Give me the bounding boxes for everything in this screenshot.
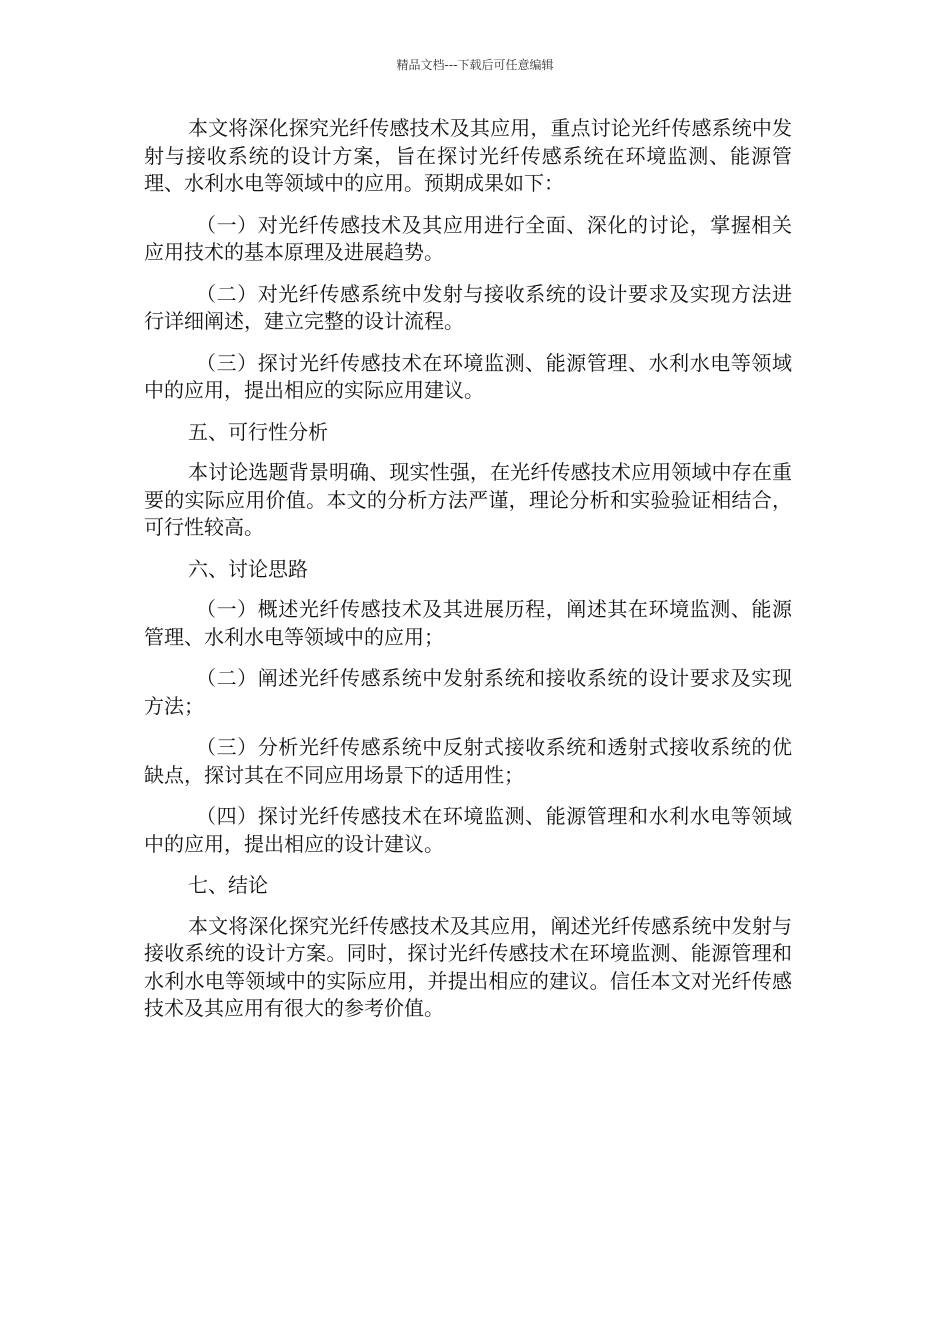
list-item: （二）对光纤传感系统中发射与接收系统的设计要求及实现方法进行详细阐述，建立完整的设计流程。 (144, 281, 792, 333)
list-item: （一）对光纤传感技术及其应用进行全面、深化的讨论，掌握相关应用技术的基本原理及进展趋势。 (144, 212, 792, 264)
section-heading-feasibility: 五、可行性分析 (188, 419, 328, 444)
paragraph-feasibility: 本讨论选题背景明确、现实性强，在光纤传感技术应用领域中存在重要的实际应用价值。本文的分析方法严谨，理论分析和实验验证相结合，可行性较高。 (144, 460, 792, 539)
paragraph-conclusion: 本文将深化探究光纤传感技术及其应用，阐述光纤传感系统中发射与接收系统的设计方案。同时，探讨光纤传感技术在环境监测、能源管理和水利水电等领域中的实际应用，并提出相应的建议。信任本文对光纤传感技术及其应用有很大的参考价值。 (144, 913, 792, 1020)
list-item: （三）探讨光纤传感技术在环境监测、能源管理、水利水电等领域中的应用，提出相应的实际应用建议。 (144, 350, 792, 402)
paragraph-expected-results: 本文将深化探究光纤传感技术及其应用，重点讨论光纤传感系统中发射与接收系统的设计方案，旨在探讨光纤传感系统在环境监测、能源管理、水利水电等领域中的应用。预期成果如下： (144, 116, 792, 195)
list-item: （一）概述光纤传感技术及其进展历程，阐述其在环境监测、能源管理、水利水电等领域中的应用； (144, 597, 792, 649)
section-heading-conclusion: 七、结论 (188, 873, 268, 897)
list-item: （三）分析光纤传感系统中反射式接收系统和透射式接收系统的优缺点，探讨其在不同应用场景下的适用性； (144, 735, 792, 787)
document-body (144, 115, 792, 1037)
page-header: 精品文档---下载后可任意编辑 (396, 58, 554, 72)
section-heading-approach: 六、讨论思路 (188, 556, 308, 581)
list-item: （二）阐述光纤传感系统中发射系统和接收系统的设计要求及实现方法； (144, 666, 792, 718)
list-item: （四）探讨光纤传感技术在环境监测、能源管理和水利水电等领域中的应用，提出相应的设计建议。 (144, 804, 792, 856)
